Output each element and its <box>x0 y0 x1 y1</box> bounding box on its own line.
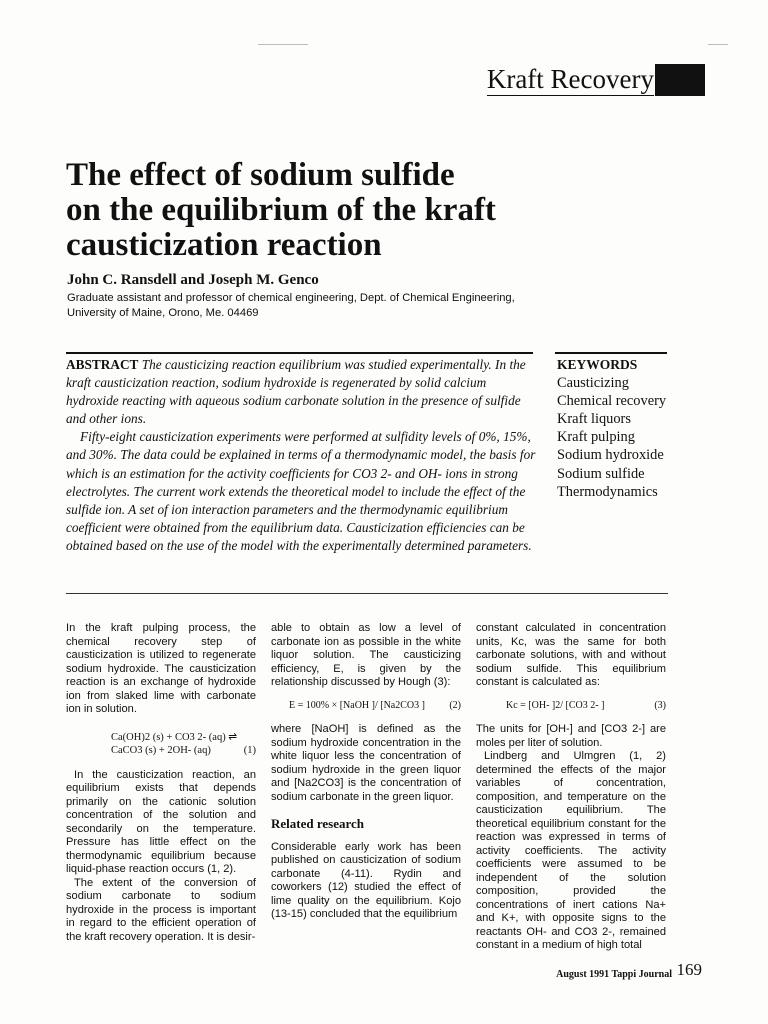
keyword-item: Sodium sulfide <box>557 465 645 482</box>
body-column-1 <box>66 622 256 944</box>
body-paragraph: Lindberg and Ulmgren (1, 2) determined the effects of the major variables of concentration, composition, and temperature on the causticization equilibrium. The theoretical equilibrium constant for the reaction was expressed in terms of activity coefficients. The activity coefficients were assumed to be independent of the solution composition, provided the concentrations of inert cations Na+ and K+, with opposite signs to the reactants OH- and CO3 2-, remained constant in a medium of high total <box>476 750 666 951</box>
equation-1-line-1: Ca(OH)2 (s) + CO3 2- (aq) ⇌ <box>111 731 238 743</box>
top-scan-mark-right <box>708 44 728 45</box>
body-paragraph: able to obtain as low a level of carbonate ion as possible in the white liquor solution. The causticizing efficiency, E, is given by the relationship discussed by Hough (3): <box>271 622 461 688</box>
keyword-item: Sodium hydroxide <box>557 447 664 464</box>
body-column-2 <box>271 622 461 922</box>
body-paragraph: In the kraft pulping process, the chemical recovery step of causticization is utilized to regenerate sodium hydroxide. The causticization reaction is an exchange of hydroxide ion from slaked lime with carbonate ion in solution. <box>66 622 256 715</box>
section-header <box>487 64 705 96</box>
equation-3 <box>476 699 666 713</box>
body-paragraph: The extent of the conversion of sodium carbonate to sodium hydroxide in the process is important in regard to the efficient operation of the kraft recovery operation. It is desir- <box>66 876 256 943</box>
title-line: causticization reaction <box>66 227 382 263</box>
title-line: The effect of sodium sulfide <box>66 157 455 193</box>
title-line: on the equilibrium of the kraft <box>66 192 496 228</box>
equation-1-line-2: CaCO3 (s) + 2OH- (aq) <box>111 744 211 756</box>
equation-1 <box>66 731 256 757</box>
keyword-item: Causticizing <box>557 375 629 392</box>
keyword-item: Thermodynamics <box>557 483 658 500</box>
affiliation-line: Graduate assistant and professor of chemical engineering, Dept. of Chemical Engineering, <box>67 292 515 304</box>
affiliation <box>67 291 587 320</box>
keywords-heading: KEYWORDS <box>557 357 638 372</box>
keyword-item: Kraft liquors <box>557 411 631 428</box>
keyword-item: Kraft pulping <box>557 429 635 446</box>
body-paragraph: In the causticization reaction, an equilibrium exists that depends primarily on the cationic solution concentration of the solution and secondarily on the temperature. Pressure has little effect on the thermodynamic equilibrium because liquid-phase reaction occurs (1, 2). <box>66 768 256 875</box>
body-paragraph: The units for [OH-] and [CO3 2-] are moles per liter of solution. <box>476 723 666 749</box>
equation-3-number: (3) <box>654 699 666 711</box>
section-heading: Related research <box>271 816 365 831</box>
article-title <box>66 158 586 263</box>
equation-2-number: (2) <box>449 699 461 711</box>
section-title: Kraft Recovery <box>486 64 654 94</box>
body-paragraph: where [NaOH] is defined as the sodium hydroxide concentration in the white liquor less the concentration of sodium hydroxide in the green liquor and [Na2CO3] is the concentration of sodium carbonate in the green liquor. <box>271 723 461 803</box>
equation-2-text: E = 100% × [NaOH ]/ [Na2CO3 ] <box>289 699 425 711</box>
abstract-paragraph-1: The causticizing reaction equilibrium was studied experimentally. In the kraft causticization reaction, sodium hydroxide is regenerated by solid calcium hydroxide reacting with aqueous sodium carbonate solution in the presence of sulfide and other ions. <box>66 357 526 427</box>
equation-2 <box>271 699 461 713</box>
authors: John C. Ransdell and Joseph M. Genco <box>67 272 319 288</box>
abstract-top-rule <box>66 352 533 354</box>
keywords-top-rule <box>555 352 667 354</box>
equation-1-number: (1) <box>243 744 256 756</box>
keyword-item: Chemical recovery <box>557 393 667 410</box>
journal-footer: August 1991 Tappi Journal <box>556 969 672 980</box>
page-number: 169 <box>676 960 702 979</box>
abstract-bottom-rule <box>66 593 668 594</box>
abstract-paragraph-2: Fifty-eight causticization experiments were performed at sulfidity levels of 0%, 15%, and 30%. The data could be explained in terms of a thermodynamic model, the basis for which is an estimation for the activity coefficients for CO3 2- and OH- ions in strong electrolytes. The current work extends the theoretical model to include the effect of the sulfide ion. A set of ion interaction parameters and the thermodynamic equilibrium coefficient were obtained from the equilibrium data. Causticization efficiencies can be obtained based on the use of the model with the experimentally determined parameters. <box>66 429 536 553</box>
equation-3-text: Kc = [OH- ]2/ [CO3 2- ] <box>506 699 605 711</box>
body-paragraph: constant calculated in concentration units, Kc, was the same for both carbonate solutions, with and without sodium sulfide. This equilibrium constant is calculated as: <box>476 622 666 688</box>
top-scan-mark <box>258 44 308 45</box>
affiliation-line: University of Maine, Orono, Me. 04469 <box>67 306 259 319</box>
body-column-3 <box>476 622 666 953</box>
abstract <box>66 356 536 555</box>
abstract-label: ABSTRACT <box>66 357 139 372</box>
section-header-block <box>655 64 705 96</box>
body-paragraph: Considerable early work has been published on causticization of sodium carbonate (4-11). Rydin and coworkers (12) studied the effect of lime quality on the equilibrium. Kojo (13-15) concluded that the equilibrium <box>271 840 461 920</box>
keywords-box <box>557 356 672 501</box>
